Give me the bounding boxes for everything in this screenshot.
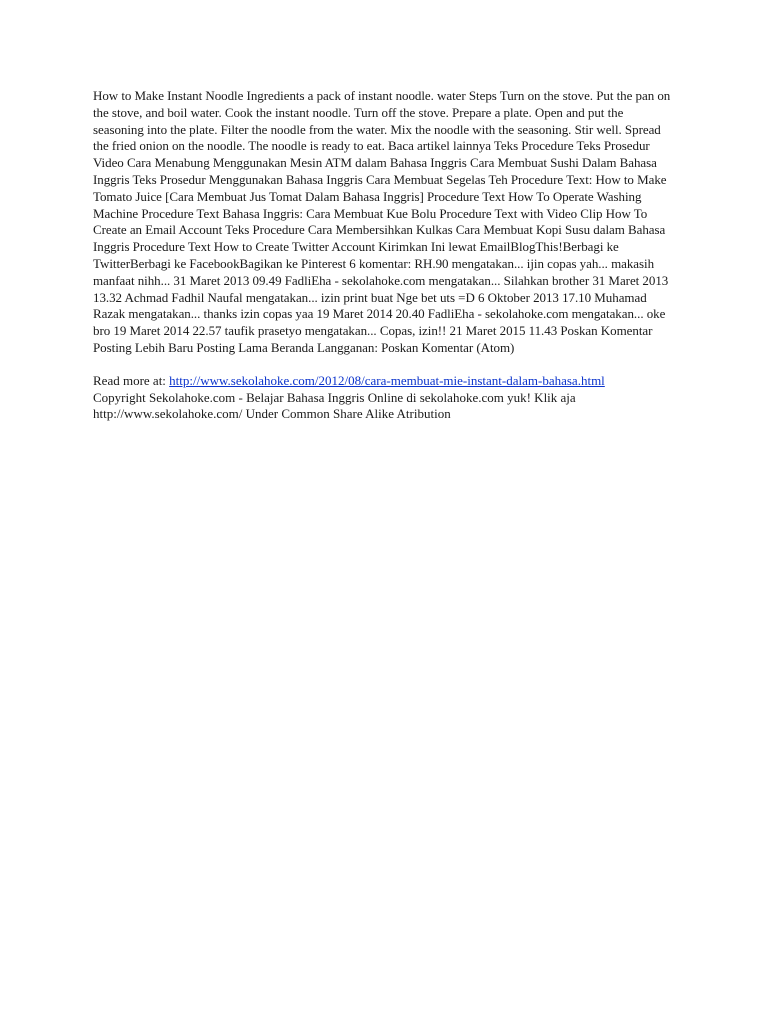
read-more-label: Read more at: [93,372,170,388]
copyright-text: Copyright Sekolahoke.com - Belajar Bahasa Inggris Online di sekolahoke.com yuk! Klik aja http://www.sekolahoke.com/ Under Common Share Alike Atribution [93,389,576,422]
article-body-text: How to Make Instant Noodle Ingredients a pack of instant noodle. water Steps Turn on the stove. Put the pan on the stove, and boil water. Cook the instant noodle. Turn off the stove. Prepare a plate. Open and put the seasoning into the plate. Filter the noodle from the water. Mix the noodle with the seasoning. Stir well. Spread the fried onion on the noodle. The noodle is ready to eat. Baca artikel lainnya Teks Procedure Teks Prosedur Video Cara Menabung Menggunakan Mesin ATM dalam Bahasa Inggris Cara Membuat Sushi Dalam Bahasa Inggris Teks Prosedur Menggunakan Bahasa Inggris Cara Membuat Segelas Teh Procedure Text: How to Make Tomato Juice [Cara Membuat Jus Tomat Dalam Bahasa Inggris] Procedure Text How To Operate Washing Machine Procedure Text Bahasa Inggris: Cara Membuat Kue Bolu Procedure Text with Video Clip How To Create an Email Account Teks Procedure Cara Membersihkan Kulkas Cara Membuat Kopi Susu dalam Bahasa Inggris Procedure Text How to Create Twitter Account Kirimkan Ini lewat EmailBlogThis!Berbagi ke TwitterBerbagi ke FacebookBagikan ke Pinterest 6 komentar: RH.90 mengatakan... ijin copas yah... makasih manfaat nihh... 31 Maret 2013 09.49 FadliEha - sekolahoke.com mengatakan... Silahkan brother 31 Maret 2013 13.32 Achmad Fadhil Naufal mengatakan... izin print buat Nge bet uts =D 6 Oktober 2013 17.10 Muhamad Razak mengatakan... thanks izin copas yaa 19 Maret 2014 20.40 FadliEha - sekolahoke.com mengatakan... oke bro 19 Maret 2014 22.57 taufik prasetyo mengatakan... Copas, izin!! 21 Maret 2015 11.43 Poskan Komentar Posting Lebih Baru Posting Lama Beranda Langganan: Poskan Komentar (Atom) [93,88,671,355]
read-more-line [93,373,675,390]
document-page [93,88,675,423]
read-more-link[interactable]: http://www.sekolahoke.com/2012/08/cara-membuat-mie-instant-dalam-bahasa.html [169,372,605,388]
